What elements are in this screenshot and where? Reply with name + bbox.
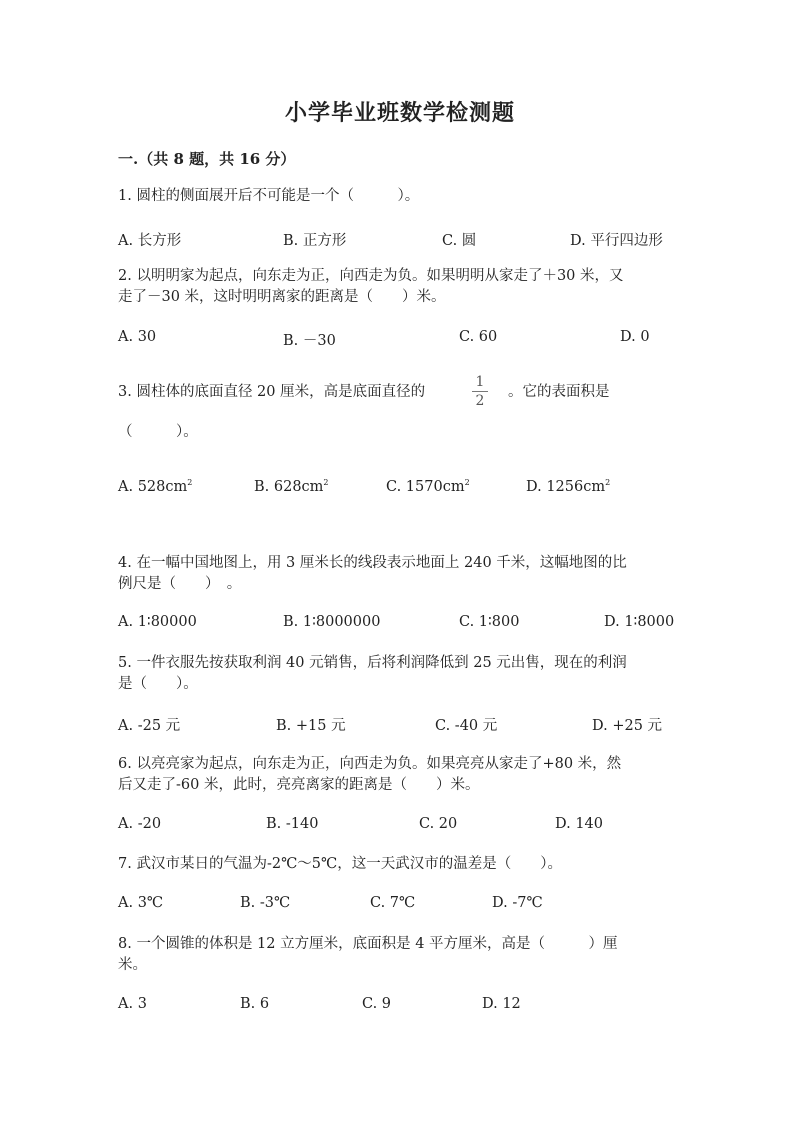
question-4-option-a[interactable]: A. 1∶80000 [118, 614, 197, 630]
fraction-numerator: 1 [472, 374, 488, 392]
option-d-label: D. 1256cm [526, 479, 606, 495]
question-7-option-d[interactable]: D. -7℃ [492, 895, 543, 911]
question-3-option-a[interactable] [118, 478, 192, 495]
question-2-option-a[interactable]: A. 30 [118, 329, 157, 345]
question-3-text-line-2: （ ）。 [118, 424, 198, 440]
square-unit-superscript: 2 [464, 478, 470, 487]
question-2-option-d[interactable]: D. 0 [620, 329, 650, 345]
square-unit-superscript: 2 [323, 478, 329, 487]
question-7-text: 7. 武汉市某日的气温为-2℃～5℃，这一天武汉市的温差是（ ）。 [118, 856, 562, 872]
fraction-denominator: 2 [475, 393, 485, 409]
question-6-option-c[interactable]: C. 20 [419, 816, 458, 832]
question-3-option-b[interactable] [254, 478, 329, 495]
section-heading: 一.（共 8 题，共 16 分） [118, 150, 296, 168]
question-3-option-c[interactable] [386, 478, 470, 495]
question-1-text: 1. 圆柱的侧面展开后不可能是一个（ ）。 [118, 188, 420, 204]
question-2-option-b[interactable]: B. －30 [283, 333, 336, 349]
question-7-option-a[interactable]: A. 3℃ [118, 895, 164, 911]
option-c-label: C. 1570cm [386, 479, 465, 495]
question-7-option-c[interactable]: C. 7℃ [370, 895, 416, 911]
question-8-option-c[interactable]: C. 9 [362, 996, 392, 1012]
question-2-text-line-1: 2. 以明明家为起点，向东走为正，向西走为负。如果明明从家走了＋30 米，又 [118, 268, 624, 284]
question-2-text-line-2: 走了－30 米，这时明明离家的距离是（ ）米。 [118, 289, 446, 305]
question-3-text-line-1b: 。它的表面积是 [508, 384, 610, 400]
question-7-option-b[interactable]: B. -3℃ [240, 895, 291, 911]
question-1-option-c[interactable]: C. 圆 [442, 233, 477, 249]
question-5-text-line-2: 是（ ）。 [118, 676, 198, 692]
question-5-option-c[interactable]: C. -40 元 [435, 718, 498, 734]
question-4-option-b[interactable]: B. 1∶8000000 [283, 614, 381, 630]
question-6-option-b[interactable]: B. -140 [266, 816, 319, 832]
question-1-option-b[interactable]: B. 正方形 [283, 233, 347, 249]
question-5-text-line-1: 5. 一件衣服先按获取利润 40 元销售，后将利润降低到 25 元出售，现在的利润 [118, 655, 627, 671]
question-3-text-line-1a: 3. 圆柱体的底面直径 20 厘米，高是底面直径的 [118, 384, 426, 400]
square-unit-superscript: 2 [187, 478, 193, 487]
question-8-option-b[interactable]: B. 6 [240, 996, 270, 1012]
question-3-option-d[interactable] [526, 478, 610, 495]
question-8-option-d[interactable]: D. 12 [482, 996, 521, 1012]
question-8-option-a[interactable]: A. 3 [118, 996, 147, 1012]
question-6-option-a[interactable]: A. -20 [118, 816, 162, 832]
question-6-text-line-2: 后又走了-60 米，此时，亮亮离家的距离是（ ）米。 [118, 777, 480, 793]
question-6-text-line-1: 6. 以亮亮家为起点，向东走为正，向西走为负。如果亮亮从家走了+80 米，然 [118, 756, 622, 772]
option-b-label: B. 628cm [254, 479, 324, 495]
question-4-text-line-1: 4. 在一幅中国地图上，用 3 厘米长的线段表示地面上 240 千米，这幅地图的比 [118, 555, 627, 571]
question-5-option-d[interactable]: D. +25 元 [592, 718, 663, 734]
question-2-option-c[interactable]: C. 60 [459, 329, 498, 345]
fraction-one-half [472, 374, 488, 409]
question-4-option-d[interactable]: D. 1∶8000 [604, 614, 675, 630]
question-5-option-a[interactable]: A. -25 元 [118, 718, 181, 734]
question-1-option-d[interactable]: D. 平行四边形 [570, 233, 663, 249]
question-1-option-a[interactable]: A. 长方形 [118, 233, 182, 249]
square-unit-superscript: 2 [605, 478, 611, 487]
question-5-option-b[interactable]: B. +15 元 [276, 718, 346, 734]
question-4-option-c[interactable]: C. 1∶800 [459, 614, 520, 630]
page-title: 小学毕业班数学检测题 [284, 100, 515, 126]
question-8-text-line-1: 8. 一个圆锥的体积是 12 立方厘米，底面积是 4 平方厘米，高是（ ）厘 [118, 936, 618, 952]
question-4-text-line-2: 例尺是（ ） 。 [118, 576, 242, 592]
option-a-label: A. 528cm [118, 479, 188, 495]
question-8-text-line-2: 米。 [118, 957, 147, 973]
question-6-option-d[interactable]: D. 140 [555, 816, 604, 832]
